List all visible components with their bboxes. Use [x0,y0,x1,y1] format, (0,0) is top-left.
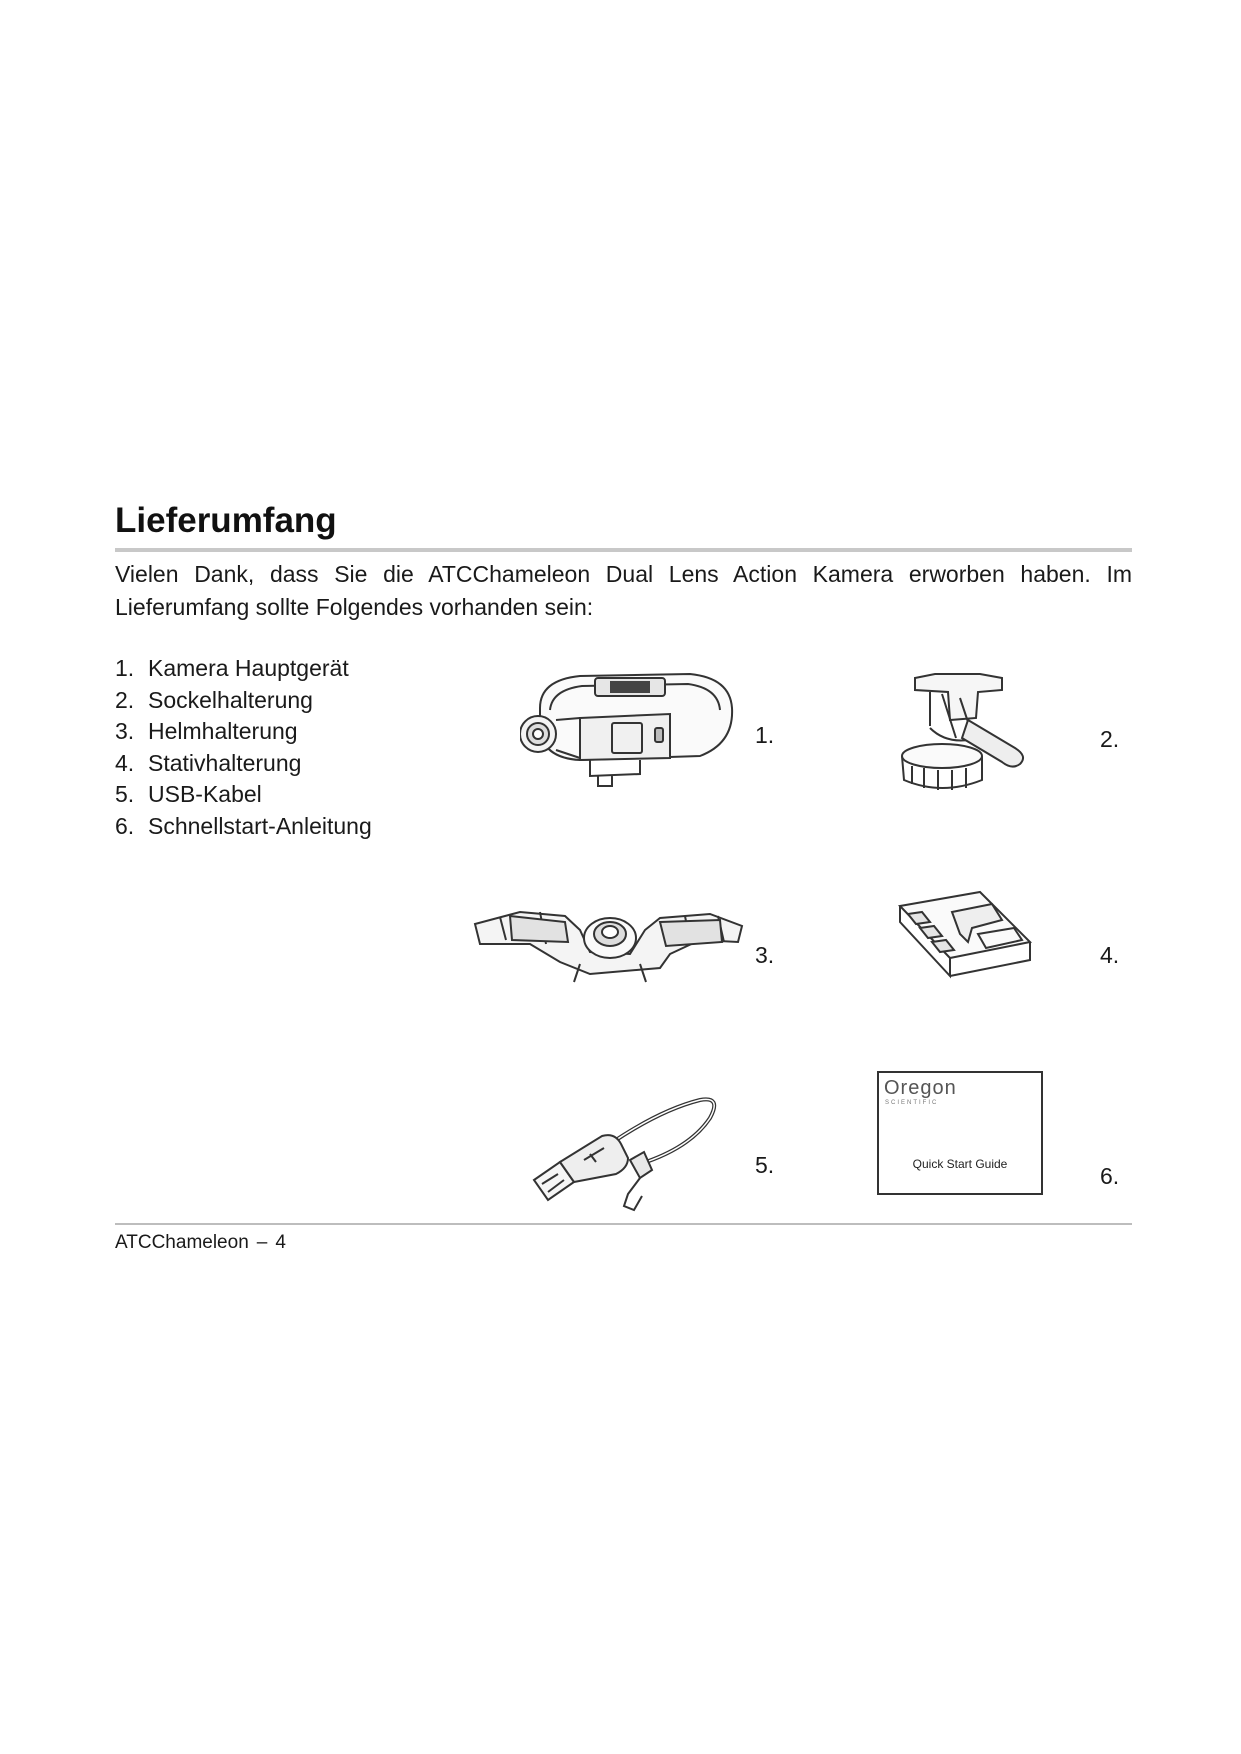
list-item-label: Stativhalterung [148,749,302,776]
contents-list [115,653,372,842]
page-title: Lieferumfang [115,501,337,540]
list-item-number: 6. [115,812,135,839]
footer-divider [115,1223,1132,1225]
figure-label-5: 5. [755,1152,775,1178]
list-item-label: Helmhalterung [148,718,298,744]
helmet-mount-icon [470,882,745,992]
footer-product: ATCChameleon [115,1232,249,1253]
footer-separator: – [256,1232,268,1253]
list-item-label: Sockelhalterung [148,686,313,713]
list-item [115,716,372,748]
camera-icon [520,668,740,793]
figure-label-2: 2. [1100,726,1120,752]
list-item-number: 1. [115,655,135,681]
list-item-number: 4. [115,749,135,776]
usb-cable-icon [530,1088,720,1218]
title-divider [115,548,1132,552]
list-item [115,811,372,843]
figure-label-4: 4. [1100,942,1120,968]
figure-label-1: 1. [755,722,775,748]
page-number: 4 [275,1232,286,1253]
list-item [115,685,372,717]
tripod-mount-icon [890,886,1040,986]
list-item [115,779,372,811]
list-item [115,653,372,685]
list-item-number: 5. [115,781,135,807]
figure-label-6: 6. [1100,1163,1120,1189]
figure-label-3: 3. [755,942,775,968]
page-footer [115,1232,286,1254]
guide-brand-sub-text: SCIENTIFIC [885,1100,939,1106]
list-item-label: USB-Kabel [148,781,262,807]
list-item-label: Schnellstart-Anleitung [148,812,372,839]
list-item [115,748,372,780]
list-item-number: 2. [115,686,135,713]
guide-brand-text: Oregon [884,1077,957,1099]
list-item-number: 3. [115,718,135,744]
quick-start-guide-icon [876,1070,1046,1198]
list-item-label: Kamera Hauptgerät [148,655,349,681]
intro-paragraph: Vielen Dank, dass Sie die ATCChameleon Dual Lens Action Kamera erworben haben. Im Lieferumfang sollte Folgendes vorhanden sein: [115,561,1132,620]
guide-title-text: Quick Start Guide [912,1157,1008,1171]
base-mount-icon [890,668,1040,798]
